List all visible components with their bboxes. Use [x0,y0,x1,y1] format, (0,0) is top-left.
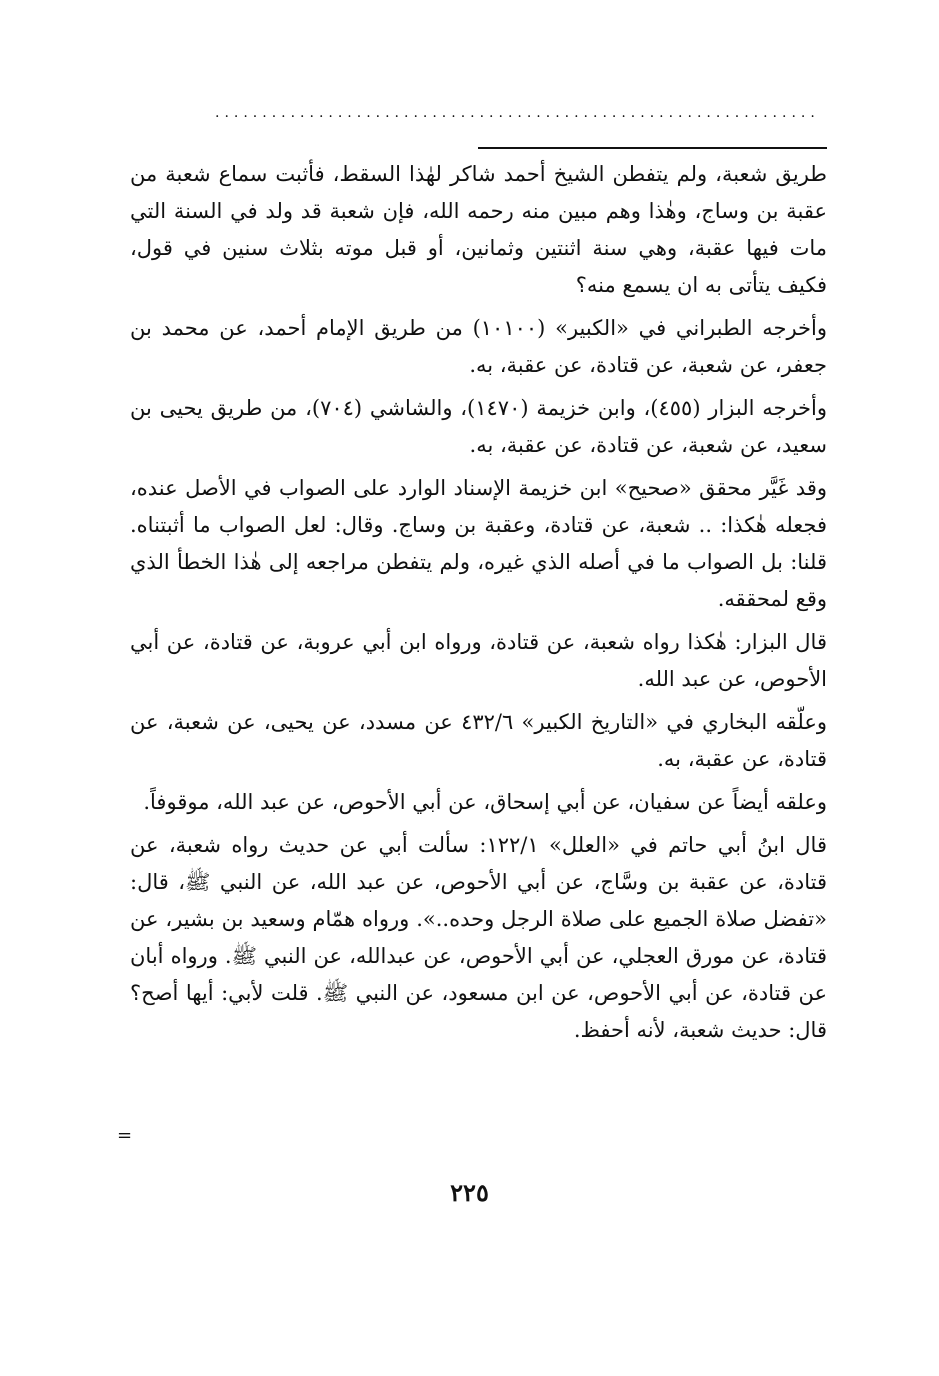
paragraph-4: وقد غَيَّر محقق «صحيح» ابن خزيمة الإسناد الوارد على الصواب في الأصل عنده، فجعله هٰكذا: .. شعبة، عن قتادة، وعقبة بن وساج. وقال: لعل الصواب ما أثبتناه. قلنا: بل الصواب ما في أصله الذي غيره، ولم يتفطن مراجعه إلى هٰذا الخطأ الذي وقع لمحققه. [130,476,827,611]
continuation-mark: = [117,1125,133,1146]
page-body [130,156,827,1055]
paragraph-2: وأخرجه الطبراني في «الكبير» (١٠١٠٠) من طريق الإمام أحمد، عن محمد بن جعفر، عن شعبة، عن قتادة، عن عقبة، به. [130,316,827,377]
paragraph-5: قال البزار: هٰكذا رواه شعبة، عن قتادة، ورواه ابن أبي عروبة، عن قتادة، عن أبي الأحوص، عن عبد الله. [130,630,827,691]
paragraph-3: وأخرجه البزار (٤٥٥)، وابن خزيمة (١٤٧٠)، والشاشي (٧٠٤)، من طريق يحيى بن سعيد، عن شعبة، عن قتادة، عن عقبة، به. [130,396,827,457]
footnote-separator-rule [478,147,827,149]
paragraph-6: وعلّقه البخاري في «التاريخ الكبير» ٤٣٢/٦ عن مسدد، عن يحيى، عن شعبة، عن قتادة، عن عقبة، به. [130,710,828,771]
paragraph-8: قال ابنُ أبي حاتم في «العلل» ١٢٢/١: سألت أبي عن حديث رواه شعبة، عن قتادة، عن عقبة بن وسَّاج، عن أبي الأحوص، عن عبد الله، عن النبي ﷺ، قال: «تفضل صلاة الجميع على صلاة الرجل وحده..». ورواه همّام وسعيد بن بشير، عن قتادة، عن مورق العجلي، عن أبي الأحوص، عن عبدالله، عن النبي ﷺ. ورواه أبان عن قتادة، عن أبي الأحوص، عن ابن مسعود، عن النبي ﷺ. قلت لأبي: أيها أصح؟ قال: حديث شعبة، لأنه أحفظ. [130,833,827,1042]
paragraph-1: طريق شعبة، ولم يتفطن الشيخ أحمد شاكر لهٰذا السقط، فأثبت سماع شعبة من عقبة بن وساج، وهٰذا وهم مبين منه رحمه الله، فإن شعبة قد ولد في السنة التي مات فيها عقبة، وهي سنة اثنتين وثمانين، أو قبل موته بثلاث سنين في قول، فكيف يتأتى به ان يسمع منه؟ [130,162,827,297]
page-number: ٢٢٥ [450,1178,489,1207]
header-dotted-line: ................................................................ [215,108,820,118]
paragraph-7: وعلقه أيضاً عن سفيان، عن أبي إسحاق، عن أبي الأحوص، عن عبد الله، موقوفاً. [143,790,827,814]
